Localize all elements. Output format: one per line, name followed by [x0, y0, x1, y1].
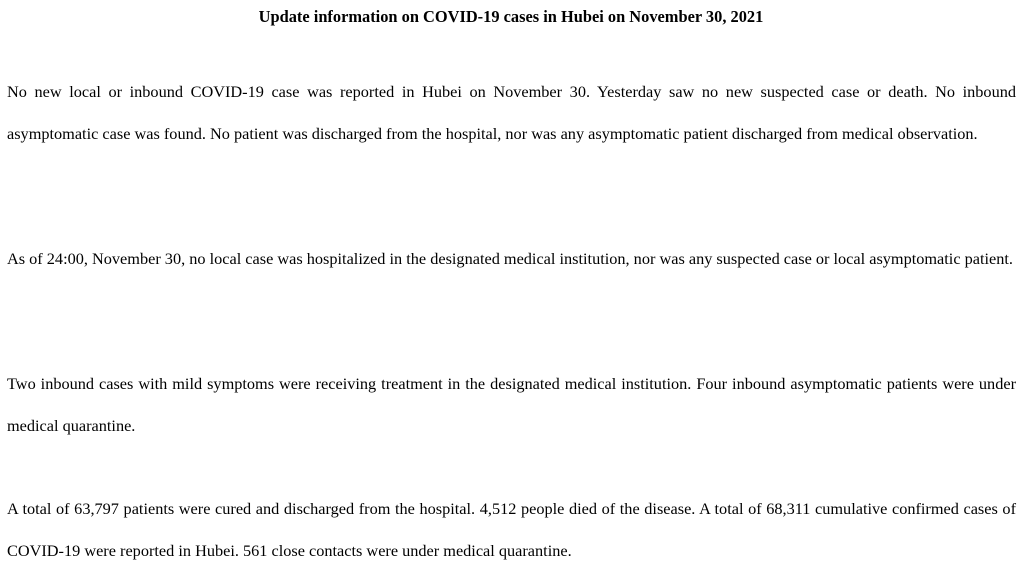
paragraph-no-new-cases: No new local or inbound COVID-19 case was reported in Hubei on November 30. Yesterday saw no new suspected case or death. No inbound asymptomatic case was found. No patient was discharged from the hospital, nor was any asymptomatic patient discharged from medical observation. [7, 82, 1016, 143]
paragraph-inbound-cases: Two inbound cases with mild symptoms were receiving treatment in the designated medical institution. Four inbound asymptomatic patients were under medical quarantine. [7, 374, 1016, 435]
paragraph-hospitalization-status: As of 24:00, November 30, no local case was hospitalized in the designated medical institution, nor was any suspected case or local asymptomatic patient. [7, 249, 1014, 268]
paragraph-cumulative-totals: A total of 63,797 patients were cured and discharged from the hospital. 4,512 people died of the disease. A total of 68,311 cumulative confirmed cases of COVID-19 were reported in Hubei. 561 close contacts were under medical quarantine. [7, 499, 1016, 560]
document-title: Update information on COVID-19 cases in Hubei on November 30, 2021 [258, 7, 764, 26]
